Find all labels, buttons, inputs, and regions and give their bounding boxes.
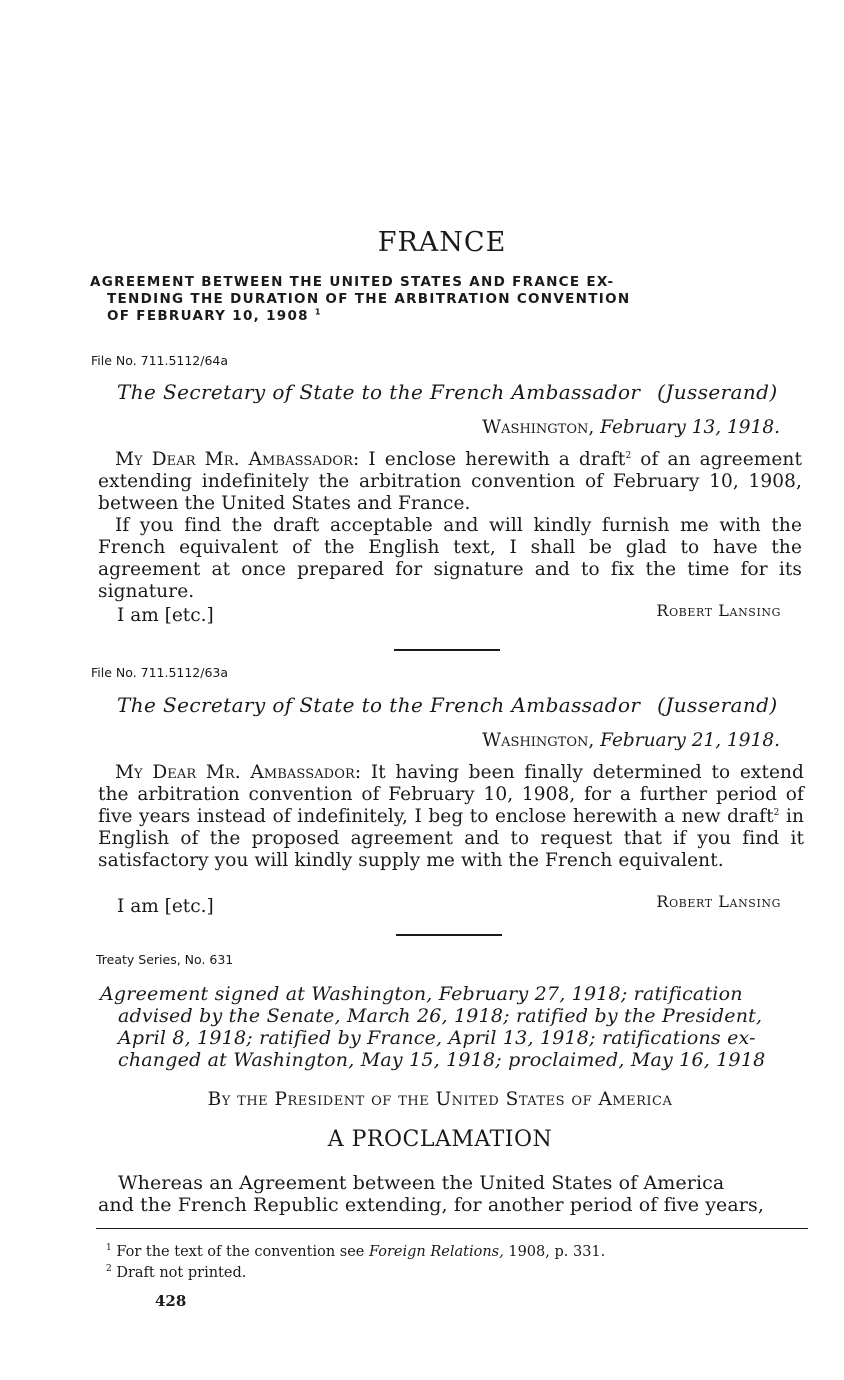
letter1-dateline	[300, 417, 780, 438]
letter1-salutation: My Dear Mr. Ambassador	[115, 449, 354, 470]
letter1-paragraph-1	[98, 449, 802, 515]
proclamation-title: A PROCLAMATION	[327, 1127, 553, 1152]
treaty-series-number: Treaty Series, No. 631	[96, 952, 234, 967]
footnote-ref-2: 2	[625, 450, 632, 461]
letter1-title	[117, 380, 807, 404]
letter1-paragraph-2: If you find the draft acceptable and will kindly furnish me with the French equivalent of the English text, I shall be glad to have the agreement at once prepared for signature and to fix the time for its signature.	[98, 515, 802, 602]
footnote-1-marker: 1	[106, 1243, 112, 1254]
letter1-signature: Robert Lansing	[656, 601, 781, 620]
page-number: 428	[155, 1292, 187, 1310]
footnote-1-tail: 1908, p. 331.	[508, 1244, 606, 1260]
letter2-p1-part2: in English of the proposed agreement and to request that if you find it satisfactory you will kindly supply me with the French equivalent.	[98, 806, 804, 871]
proclamation-line-2: and the French Republic extending, for another period of five years,	[98, 1194, 764, 1216]
treaty-ratification-summary	[100, 983, 812, 1071]
letter1-body	[98, 449, 802, 603]
separator-rule-2	[396, 934, 502, 936]
subheading-line-1: AGREEMENT BETWEEN THE UNITED STATES AND FRANCE EX-	[90, 274, 615, 290]
proclamation-by-line: By the President of the United States of America	[207, 1089, 673, 1110]
file-number-1: File No. 711.5112/64a	[91, 353, 229, 368]
subheading-line-3	[90, 308, 802, 325]
footnote-2-marker: 2	[106, 1264, 112, 1275]
footnote-1	[106, 1243, 605, 1261]
footnote-1-source: Foreign Relations,	[368, 1244, 504, 1260]
footnote-2	[106, 1264, 246, 1282]
letter2-signature: Robert Lansing	[656, 892, 781, 911]
footnote-ref-1: 1	[314, 307, 322, 317]
footnote-rule	[96, 1228, 808, 1229]
letter2-closing: I am [etc.]	[117, 896, 214, 917]
separator-rule-1	[394, 649, 500, 651]
letter1-title-main: The Secretary of State to the French Ambassador	[117, 380, 641, 404]
document-subheading	[90, 274, 802, 325]
letter1-p1-part2: of an agreement extending indefinitely the arbitration convention of February 10, 1908, between the United States and France.	[98, 449, 802, 514]
letter1-closing: I am [etc.]	[117, 605, 214, 626]
letter2-title	[117, 693, 807, 717]
letter2-paragraph-1	[98, 762, 804, 872]
letter2-salutation: My Dear Mr. Ambassador	[115, 762, 355, 783]
proclamation-text	[98, 1172, 806, 1216]
letter2-dateline-date: February 21, 1918.	[600, 730, 780, 751]
file-number-2: File No. 711.5112/63a	[91, 665, 229, 680]
ratification-line-2: advised by the Senate, March 26, 1918; ratified by the President,	[118, 1005, 763, 1027]
letter1-dateline-date: February 13, 1918.	[600, 417, 780, 438]
letter1-closing-row	[117, 601, 781, 626]
ratification-line-1: Agreement signed at Washington, February 27, 1918; ratification	[100, 983, 743, 1005]
ratification-line-3: April 8, 1918; ratified by France, April 13, 1918; ratifications ex-	[118, 1027, 756, 1049]
letter2-p1-part1: : It having been finally determined to extend the arbitration convention of February 10, 1908, for a further period of five years instead of indefinitely, I beg to enclose herewith a new draft	[98, 762, 804, 827]
letter1-title-name: (Jusserand)	[657, 380, 778, 404]
letter2-dateline-place: Washington,	[482, 730, 595, 751]
footnote-ref-2b: 2	[773, 807, 780, 818]
letter2-body	[98, 762, 804, 872]
footnote-1-text: For the text of the convention see	[116, 1244, 365, 1260]
letter1-p1-part1: : I enclose herewith a draft	[353, 449, 626, 470]
subheading-line-3-text: OF FEBRUARY 10, 1908	[107, 308, 309, 324]
ratification-line-4: changed at Washington, May 15, 1918; proclaimed, May 16, 1918	[118, 1049, 766, 1071]
letter1-dateline-place: Washington,	[482, 417, 595, 438]
letter2-title-name: (Jusserand)	[657, 693, 778, 717]
page-heading: FRANCE	[377, 227, 507, 258]
letter2-dateline	[300, 730, 780, 751]
proclamation-line-1: Whereas an Agreement between the United States of America	[118, 1172, 725, 1194]
subheading-line-2: TENDING THE DURATION OF THE ARBITRATION CONVENTION	[107, 291, 631, 307]
footnote-2-text: Draft not printed.	[116, 1265, 247, 1281]
letter2-title-main: The Secretary of State to the French Ambassador	[117, 693, 641, 717]
letter2-closing-row	[117, 892, 781, 917]
